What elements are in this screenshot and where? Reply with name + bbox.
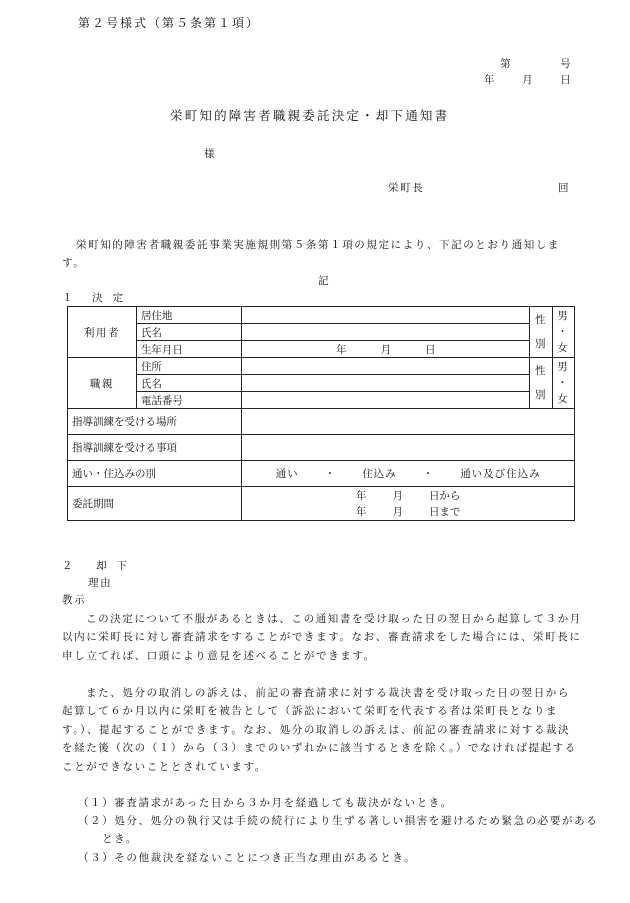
employer-sex-label-2: 別 [534,389,548,401]
intro-paragraph: 栄町知的障害者職親委託事業実施規則第５条第１項の規定により、下記のとおり通知します。 [62,239,560,269]
user-name-value [242,324,530,341]
commute-label [68,461,242,487]
user-name-label-text: 氏名 [140,326,162,339]
commute-option-both: 通い及び住込み [460,468,541,480]
document-number [500,56,572,71]
birth-day: 日 [425,343,436,356]
doc-number-go: 号 [560,58,573,70]
period-from [246,488,570,504]
training-place-value [242,409,575,435]
employer-address-label-text: 住所 [140,360,162,373]
user-sex-female: 女 [557,342,570,354]
employer-phone-label-text: 電話番号 [140,394,183,407]
training-place-label-text: 指導訓練を受ける場所 [72,416,177,428]
section1-heading [62,290,133,305]
user-sex-male: 男 [557,310,570,322]
section2-label: 却下 [96,560,138,572]
employer-phone-value [242,392,530,409]
employer-sex-options [552,358,574,409]
birth-year: 年 [336,343,347,356]
user-sex-options [552,307,574,358]
commute-label-text: 通い・住込みの別 [72,468,156,480]
reason-label: 理由 [88,577,113,589]
user-sex-label-2: 別 [534,338,548,350]
issuer-name: 栄町長 [388,182,425,194]
seal-mark: 回 [558,182,571,194]
commute-dot-2: ・ [422,468,435,480]
section2-number: ２ [62,560,75,572]
period-to-month: 月 [392,505,403,518]
user-address-label [136,307,241,324]
employer-group-label: 職親 [68,358,137,409]
user-sex-label [530,307,552,358]
form-number: 第２号様式（第５条第１項） [78,16,261,30]
instruction-paragraph-1: この決定について不服があるときは、この通知書を受け取った日の翌日から起算して３か月以内に栄町長に対し審査請求をすることができます。なお、審査請求をした場合には、栄町長に申し立てれば、口頭により意見を述べることができます。 [62,613,582,662]
user-address-value [242,307,530,324]
issue-date-day: 日 [560,74,573,86]
period-to-year: 年 [355,505,367,518]
training-matter-label-text: 指導訓練を受ける事項 [72,442,177,454]
employer-sex-female: 女 [557,393,570,405]
commute-option-sumikomi: 住込み [362,468,397,480]
instruction-paragraph-2: また、処分の取消しの訴えは、前記の審査請求に対する裁決書を受け取った日の翌日から起算して６か月以内に栄町を被告として（訴訟において栄町を代表する者は栄町長となります。）、提起することができます。なお、処分の取消しの訴えは、前記の審査請求に対する裁決を経た後（次の（１）から（３）までのいずれかに該当するときを除く。）でなければ提起することができないこととされています。 [62,687,577,773]
employer-address-label [136,358,241,375]
user-address-label-text: 居住地 [140,309,173,322]
employer-sex-dot: ・ [557,377,570,389]
instruction-item-1: （１）審査請求があった日から３か月を経過しても裁決がないとき。 [78,797,453,809]
training-matter-label [68,435,242,461]
user-sex-label-1: 性 [534,314,548,326]
training-place-label [68,409,242,435]
period-from-year: 年 [355,489,367,502]
employer-sex-male: 男 [557,361,570,373]
commute-dot-1: ・ [324,468,337,480]
employer-name-label-text: 氏名 [140,377,162,390]
instruction-item-2: （２）処分、処分の執行又は手続の続行により生ずる著しい損害を避けるため緊急の必要があるとき。 [78,815,599,846]
section1-label: 決定 [92,292,134,304]
commute-options [242,461,575,487]
commute-option-kayoi: 通い [275,468,299,480]
employer-sex-label-1: 性 [534,365,548,377]
birth-month: 月 [380,343,392,356]
document-title: 栄町知的障害者職親委託決定・却下通知書 [170,108,450,123]
instruction-item-3: （３）その他裁決を経ないことにつき正当な理由があるとき。 [78,852,417,864]
period-to-day: 日まで [428,505,461,518]
addressee-suffix: 様 [204,148,217,160]
employer-phone-label [136,392,241,409]
section1-number: １ [62,292,75,304]
user-group-label: 利用者 [68,307,137,358]
user-birthdate-value [242,341,530,358]
employer-name-value [242,375,530,392]
period-label [68,487,242,521]
user-birthdate-label-text: 生年月日 [140,343,183,356]
employer-name-label [136,375,241,392]
employer-sex-label [530,358,552,409]
issue-date [484,72,572,87]
period-from-day: 日から [428,489,461,502]
employer-address-value [242,358,530,375]
period-label-text: 委託期間 [72,498,114,510]
doc-number-dai: 第 [500,58,513,70]
issue-date-year: 年 [484,74,497,86]
ki-heading: 記 [318,275,331,287]
user-sex-dot: ・ [557,326,570,338]
issue-date-month: 月 [522,74,535,86]
user-name-label [136,324,241,341]
training-matter-value [242,435,575,461]
user-birthdate-label [136,341,241,358]
period-to [246,504,570,520]
instruction-heading: 教示 [62,594,87,606]
decision-table [67,306,575,521]
period-value [242,487,575,521]
period-from-month: 月 [392,489,403,502]
section2-heading [62,558,137,573]
